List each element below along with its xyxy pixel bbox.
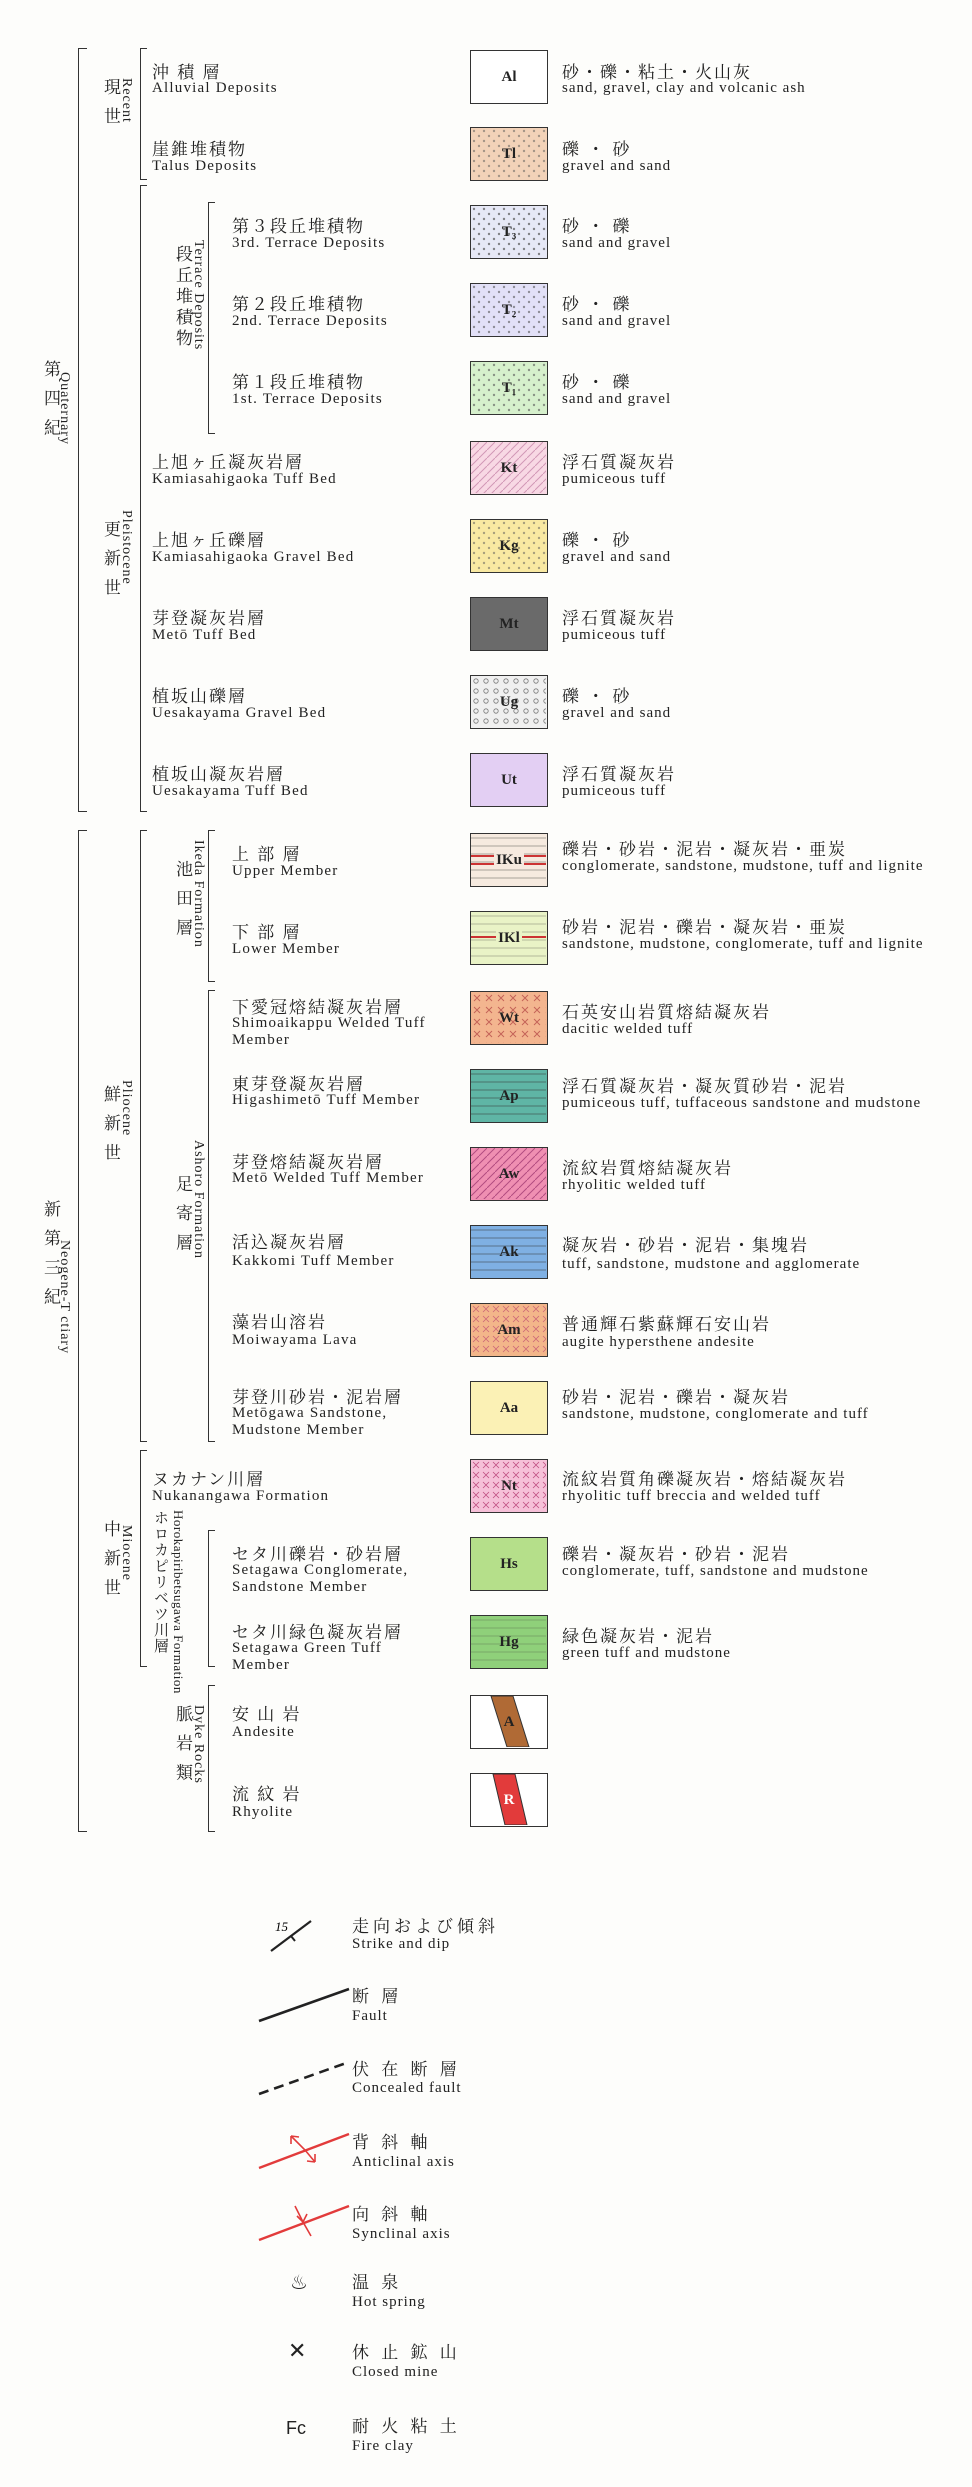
unit-code: Aw: [498, 1165, 520, 1182]
unit-code: Wt: [499, 1009, 519, 1026]
unit-box-nt: [470, 1459, 548, 1513]
symbol-en: Strike and dip: [352, 1936, 451, 1952]
unit-desc-en: pumiceous tuff: [562, 783, 667, 799]
anticlinal-axis-symbol: [255, 2128, 355, 2177]
unit-code: IKl: [498, 929, 520, 946]
unit-desc-en: sand, gravel, clay and volcanic ash: [562, 80, 806, 96]
unit-desc-jp: 砂岩・泥岩・礫岩・凝灰岩: [562, 1388, 790, 1407]
neogene-label-jp: 新 第 三 紀: [41, 1200, 60, 1309]
unit-code: IKu: [496, 851, 522, 868]
unit-name-en: Higashimetō Tuff Member: [232, 1092, 421, 1108]
unit-name-jp: 第２段丘堆積物: [232, 295, 365, 314]
unit-box-kt: [470, 441, 548, 495]
unit-desc-jp: 砂・礫・粘土・火山灰: [562, 63, 752, 82]
unit-name-jp: 第１段丘堆積物: [232, 373, 365, 392]
quaternary-label-jp: 第 四 紀: [41, 360, 60, 440]
terrace-label-jp: 段丘堆積物: [173, 245, 192, 350]
unit-desc-jp: 普通輝石紫蘇輝石安山岩: [562, 1315, 771, 1334]
miocene-label-jp: 中 新 世: [101, 1520, 120, 1600]
fire-clay-icon: Fc: [286, 2418, 306, 2438]
unit-desc-en: conglomerate, sandstone, mudstone, tuff and lignite: [562, 858, 924, 874]
unit-code: Hg: [499, 1633, 519, 1650]
closed-mine-icon: ✕: [288, 2338, 307, 2363]
recent-bracket: [140, 48, 147, 180]
unit-code: Al: [501, 68, 517, 85]
unit-box-andesite: [470, 1695, 548, 1749]
unit-name-jp: 上旭ヶ丘凝灰岩層: [152, 453, 304, 472]
unit-desc-en: tuff, sandstone, mudstone and agglomerate: [562, 1256, 861, 1272]
unit-name-jp: 東芽登凝灰岩層: [232, 1075, 365, 1094]
unit-box-wt: [470, 991, 548, 1045]
unit-name-en: Shimoaikappu Welded Tuff Member: [232, 1015, 426, 1048]
unit-box-t1: [470, 361, 548, 415]
unit-desc-en: augite hypersthene andesite: [562, 1334, 755, 1350]
unit-code: Kg: [499, 537, 519, 554]
symbol-jp: 耐 火 粘 土: [352, 2417, 461, 2436]
quaternary-label-en: Quaternary: [57, 372, 72, 445]
unit-desc-jp: 礫岩・凝灰岩・砂岩・泥岩: [562, 1545, 790, 1564]
pleistocene-bracket: [140, 185, 147, 812]
unit-code: Am: [497, 1321, 521, 1338]
unit-name-en: Alluvial Deposits: [152, 80, 278, 96]
symbol-en: Concealed fault: [352, 2080, 462, 2096]
unit-name-en: Setagawa Conglomerate, Sandstone Member: [232, 1562, 409, 1595]
strike-dip-symbol: [255, 1915, 325, 1960]
unit-name-en: Uesakayama Gravel Bed: [152, 705, 327, 721]
unit-name-jp: セタ川緑色凝灰岩層: [232, 1623, 403, 1642]
unit-code: Ap: [499, 1087, 519, 1104]
unit-desc-en: conglomerate, tuff, sandstone and mudstone: [562, 1563, 869, 1579]
ashoro-label-en: Ashoro Formation: [191, 1140, 206, 1260]
symbol-jp: 断 層: [352, 1987, 403, 2006]
unit-name-jp: 植坂山礫層: [152, 687, 247, 706]
unit-desc-jp: 流紋岩質角礫凝灰岩・熔結凝灰岩: [562, 1470, 847, 1489]
unit-name-jp: 芽登川砂岩・泥岩層: [232, 1388, 403, 1407]
unit-code: R: [503, 1791, 515, 1808]
ikeda-label-en: Ikeda Formation: [191, 840, 206, 948]
horokapiri-label-jp: ホロカピリベツ川層: [152, 1510, 168, 1654]
unit-desc-jp: 浮石質凝灰岩・凝灰質砂岩・泥岩: [562, 1077, 847, 1096]
unit-desc-en: gravel and sand: [562, 549, 672, 565]
miocene-label-en: Miocene: [119, 1525, 134, 1581]
symbol-jp: 休 止 鉱 山: [352, 2343, 461, 2362]
unit-code: T₃: [501, 223, 517, 240]
unit-desc-en: sand and gravel: [562, 391, 672, 407]
unit-code: Tl: [501, 145, 517, 162]
dyke-label-jp: 脈 岩 類: [173, 1705, 192, 1785]
unit-code: A: [503, 1713, 515, 1730]
unit-desc-jp: 緑色凝灰岩・泥岩: [562, 1627, 714, 1646]
unit-name-jp: 芽登熔結凝灰岩層: [232, 1153, 384, 1172]
unit-desc-jp: 流紋岩質熔結凝灰岩: [562, 1159, 733, 1178]
unit-code: Aa: [499, 1399, 519, 1416]
horokapiri-label-en: Horokapiribetsugawa Formation: [171, 1510, 186, 1694]
unit-name-jp: 活込凝灰岩層: [232, 1233, 346, 1252]
unit-name-en: Lower Member: [232, 941, 341, 957]
unit-desc-jp: 浮石質凝灰岩: [562, 609, 676, 628]
unit-desc-en: green tuff and mudstone: [562, 1645, 731, 1661]
symbol-jp: 背 斜 軸: [352, 2133, 432, 2152]
unit-name-jp: 下愛冠熔結凝灰岩層: [232, 998, 403, 1017]
unit-name-en: 1st. Terrace Deposits: [232, 391, 383, 407]
unit-desc-en: gravel and sand: [562, 158, 672, 174]
unit-code: Ug: [499, 693, 519, 710]
unit-name-en: 3rd. Terrace Deposits: [232, 235, 386, 251]
unit-name-en: Kamiasahigaoka Tuff Bed: [152, 471, 337, 487]
unit-name-en: Kakkomi Tuff Member: [232, 1253, 395, 1269]
symbol-jp: 走向および傾斜: [352, 1917, 499, 1936]
unit-box-ug: [470, 675, 548, 729]
unit-code: Hs: [500, 1555, 518, 1572]
unit-desc-jp: 浮石質凝灰岩: [562, 453, 676, 472]
hot-spring-icon: ♨: [290, 2272, 308, 2294]
unit-box-tl: [470, 127, 548, 181]
unit-name-en: 2nd. Terrace Deposits: [232, 313, 388, 329]
unit-desc-jp: 凝灰岩・砂岩・泥岩・集塊岩: [562, 1236, 809, 1255]
unit-name-en: Andesite: [232, 1724, 295, 1740]
pliocene-bracket: [140, 830, 147, 1442]
neogene-label-en: Neogene-T ctiary: [57, 1240, 72, 1355]
unit-box-ak: [470, 1225, 548, 1279]
ashoro-bracket: [208, 990, 215, 1442]
miocene-bracket: [140, 1450, 147, 1667]
unit-desc-en: sand and gravel: [562, 313, 672, 329]
unit-desc-jp: 礫 ・ 砂: [562, 687, 632, 706]
unit-name-jp: 沖 積 層: [152, 63, 222, 82]
unit-box-t2: [470, 283, 548, 337]
dyke-label-en: Dyke Rocks: [191, 1705, 206, 1784]
unit-code: Ut: [501, 771, 517, 788]
quaternary-bracket: [78, 48, 87, 812]
unit-name-en: Metōgawa Sandstone, Mudstone Member: [232, 1405, 388, 1438]
unit-desc-jp: 礫岩・砂岩・泥岩・凝灰岩・亜炭: [562, 840, 847, 859]
pliocene-label-en: Pliocene: [119, 1080, 134, 1137]
symbol-en: Hot spring: [352, 2294, 426, 2310]
unit-name-en: Metō Welded Tuff Member: [232, 1170, 425, 1186]
unit-desc-en: sand and gravel: [562, 235, 672, 251]
terrace-label-en: Terrace Deposits: [191, 240, 206, 351]
unit-name-jp: 流 紋 岩: [232, 1785, 302, 1804]
unit-name-jp: ヌカナン川層: [152, 1470, 266, 1489]
unit-box-kg: [470, 519, 548, 573]
unit-desc-jp: 礫 ・ 砂: [562, 140, 632, 159]
unit-box-rhyolite: [470, 1773, 548, 1827]
unit-box-aw: [470, 1147, 548, 1201]
unit-name-jp: 植坂山凝灰岩層: [152, 765, 285, 784]
ashoro-label-jp: 足 寄 層: [173, 1175, 192, 1255]
unit-box-aa: [470, 1381, 548, 1435]
unit-name-jp: 第３段丘堆積物: [232, 217, 365, 236]
unit-desc-jp: 石英安山岩質熔結凝灰岩: [562, 1003, 771, 1022]
recent-label-jp: 現 世: [101, 78, 120, 129]
unit-name-en: Setagawa Green Tuff Member: [232, 1640, 382, 1673]
neogene-bracket: [78, 830, 87, 1832]
unit-desc-jp: 砂岩・泥岩・礫岩・凝灰岩・亜炭: [562, 918, 847, 937]
unit-desc-en: pumiceous tuff, tuffaceous sandstone and mudstone: [562, 1095, 922, 1111]
unit-desc-en: dacitic welded tuff: [562, 1021, 694, 1037]
symbol-en: Anticlinal axis: [352, 2154, 455, 2170]
unit-name-jp: 崖錐堆積物: [152, 140, 247, 159]
unit-name-en: Uesakayama Tuff Bed: [152, 783, 309, 799]
terrace-bracket: [208, 202, 215, 434]
unit-desc-en: sandstone, mudstone, conglomerate, tuff and lignite: [562, 936, 924, 952]
unit-name-en: Kamiasahigaoka Gravel Bed: [152, 549, 355, 565]
unit-box-ikl: [470, 911, 548, 965]
symbol-jp: 向 斜 軸: [352, 2205, 432, 2224]
unit-name-jp: 芽登凝灰岩層: [152, 609, 266, 628]
unit-box-iku: [470, 833, 548, 887]
unit-name-en: Upper Member: [232, 863, 339, 879]
unit-name-jp: 安 山 岩: [232, 1705, 302, 1724]
unit-code: T₁: [501, 379, 517, 396]
unit-code: T₂: [501, 301, 517, 318]
unit-box-hg: [470, 1615, 548, 1669]
unit-box-t3: [470, 205, 548, 259]
unit-name-jp: 上 部 層: [232, 845, 302, 864]
unit-desc-en: rhyolitic tuff breccia and welded tuff: [562, 1488, 821, 1504]
unit-name-en: Nukanangawa Formation: [152, 1488, 330, 1504]
unit-code: Mt: [499, 615, 519, 632]
symbol-en: Synclinal axis: [352, 2226, 451, 2242]
unit-code: Ak: [499, 1243, 519, 1260]
symbol-en: Fault: [352, 2008, 388, 2024]
unit-box-am: [470, 1303, 548, 1357]
unit-box-ut: [470, 753, 548, 807]
unit-name-en: Metō Tuff Bed: [152, 627, 257, 643]
unit-name-jp: セタ川礫岩・砂岩層: [232, 1545, 403, 1564]
unit-name-en: Moiwayama Lava: [232, 1332, 358, 1348]
unit-desc-jp: 砂 ・ 礫: [562, 373, 632, 392]
pleistocene-label-en: Pleistocene: [119, 510, 134, 585]
synclinal-axis-symbol: [255, 2200, 355, 2249]
unit-desc-en: pumiceous tuff: [562, 471, 667, 487]
unit-desc-en: sandstone, mudstone, conglomerate and tuff: [562, 1406, 869, 1422]
fault-symbol: [255, 1985, 355, 2030]
unit-code: Nt: [501, 1477, 517, 1494]
symbol-jp: 温 泉: [352, 2273, 403, 2292]
dyke-bracket: [208, 1685, 215, 1832]
ikeda-label-jp: 池 田 層: [173, 860, 192, 940]
unit-desc-en: rhyolitic welded tuff: [562, 1177, 707, 1193]
unit-box-mt: [470, 597, 548, 651]
unit-desc-en: pumiceous tuff: [562, 627, 667, 643]
symbol-en: Fire clay: [352, 2438, 414, 2454]
unit-box-hs: [470, 1537, 548, 1591]
unit-desc-jp: 砂 ・ 礫: [562, 217, 632, 236]
unit-desc-jp: 浮石質凝灰岩: [562, 765, 676, 784]
ikeda-bracket: [208, 830, 215, 982]
concealed-fault-symbol: [255, 2058, 355, 2103]
unit-name-en: Rhyolite: [232, 1804, 294, 1820]
pleistocene-label-jp: 更 新 世: [101, 520, 120, 600]
unit-code: Kt: [500, 459, 518, 476]
unit-desc-jp: 礫 ・ 砂: [562, 531, 632, 550]
unit-box-al: [470, 50, 548, 104]
symbol-jp: 伏 在 断 層: [352, 2060, 461, 2079]
recent-label-en: Recent: [119, 78, 134, 123]
unit-name-en: Talus Deposits: [152, 158, 258, 174]
horokapiri-bracket: [208, 1530, 215, 1667]
strike-dip-value: 15: [275, 1919, 288, 1934]
unit-box-ap: [470, 1069, 548, 1123]
unit-name-jp: 下 部 層: [232, 923, 302, 942]
unit-desc-jp: 砂 ・ 礫: [562, 295, 632, 314]
unit-name-jp: 藻岩山溶岩: [232, 1313, 327, 1332]
unit-name-jp: 上旭ヶ丘礫層: [152, 531, 266, 550]
pliocene-label-jp: 鮮 新 世: [101, 1085, 120, 1165]
symbol-en: Closed mine: [352, 2364, 439, 2380]
unit-desc-en: gravel and sand: [562, 705, 672, 721]
